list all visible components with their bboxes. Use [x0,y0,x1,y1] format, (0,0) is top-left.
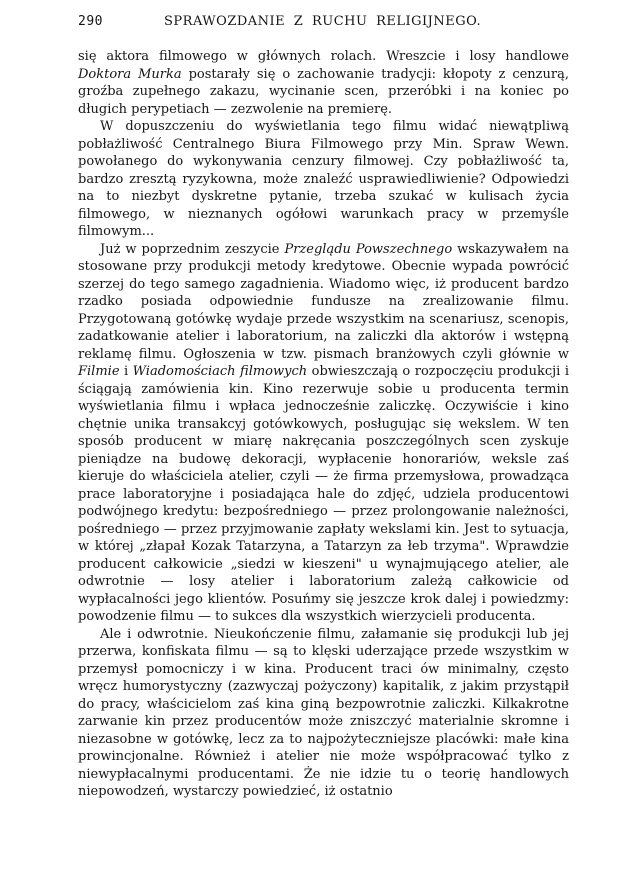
italic-title: Wiadomościach filmowych [132,364,308,379]
paragraph [78,118,569,241]
paragraph-text: postarały się o zachowanie tradycji: kłopoty z cenzurą, groźba zupełnego zakazu, wycinanie scen, przeróbki i na koniec po długich perypetiach — zezwolenie na premierę. [78,66,569,117]
italic-title: Przeglądu Powszechnego [284,241,453,257]
paragraph [78,48,569,118]
paragraph-text: Ale i odwrotnie. Nieukończenie filmu, załamanie się produkcji lub jej przerwa, konfiskata filmu — są to klęski uderzające przede wszystkim w przemysł pomocniczy i w kina. Producent traci ów minimalny, często wręcz humorystyczny (zazwyczaj pożyczony) kapitalik, z jakim przystąpił do pracy, właścicielom zaś kina giną bezpowrotnie zaliczki. Kilkakrotne zarwanie kin przez producentów może zniszczyć materialnie skromne i niezasobne w gotówkę, lecz za to najpożyteczniejsze placówki: małe kina prowincjonalne. Również i atelier nie może współpracować tylko z niewypłacalnymi producentami. Że nie idzie tu o teorię handlowych niepowodzeń, wystarczy powiedzieć, iż ostatnio [78,626,569,799]
paragraph-text: się aktora filmowego w głównych rolach. Wreszcie i losy handlowe [78,49,569,64]
paragraph [78,626,569,801]
paragraph [78,241,569,626]
paragraph-text: Już w poprzednim zeszycie [100,241,285,257]
page-header [78,14,569,36]
paragraph-text: obwieszczają o rozpoczęciu produkcji i ściągają zamówienia kin. Kino rezerwuje sobie u producenta termin wyświetlania filmu i wpłaca jednocześnie zaliczkę. Oczywiście i kino chętnie unika transakcyj gotówkowych, posługując się wekslem. W ten sposób producent w miarę nakręcania poszczególnych scen zyskuje pieniądze na budowę dekoracji, wypłacenie honorariów, weksle zaś kieruje do właściciela atelier, czyli — że firma przemysłowa, prowadząca prace laboratoryjne i posiadająca hale do zdjęć, udziela producentowi podwójnego kredytu: bezpośredniego — przez prolongowanie należności, pośredniego — przez przyjmowanie zapłaty wekslami kin. Jest to sytuacja, w której „złapał Kozak Tatarzyna, a Tatarzyn za łeb trzyma". Wprawdzie producent całkowicie „siedzi w kieszeni" u wynajmującego atelier, ale odwrotnie — losy atelier i laboratorium zależą całkowicie od wypłacalności jego klientów. Posuńmy się jeszcze krok dalej i powiedzmy: powodzenie filmu — to sukces dla wszystkich wierzycieli producenta. [78,364,569,624]
running-head: SPRAWOZDANIE Z RUCHU RELIGIJNEGO. [164,14,482,29]
italic-title: Filmie [78,364,120,379]
page-number: 290 [78,14,103,29]
paragraph-text: wskazywałem na stosowane przy produkcji metody kredytowe. Obecnie wypada powrócić szerzej do tego samego zagadnienia. Wiadomo więc, iż producent bardzo rzadko posiada odpowiednie fundusze na zrealizowanie filmu. Przygotowaną gotówkę wydaje przede wszystkim na scenariusz, scenopis, zadatkowanie atelier i laboratorium, na zaliczki dla aktorów i wstępną reklamę filmu. Ogłoszenia w tzw. pismach branżowych czyli głównie w [78,241,569,362]
body-text [78,48,569,801]
italic-title: Doktora Murka [78,66,182,82]
paragraph-text: W dopuszczeniu do wyświetlania tego filmu widać niewątpliwą pobłażliwość Centralnego Biura Filmowego przy Min. Spraw Wewn. powołanego do wykonywania cenzury filmowej. Czy pobłażliwość ta, bardzo zresztą ryzykowna, może znaleźć usprawiedliwienie? Odpowiedzi na to niezbyt dyskretne pytanie, trzeba szukać w kulisach życia filmowego, w nieznanych ogółowi warunkach pracy w przemyśle filmowym... [78,119,569,239]
paragraph-text: i [119,364,133,379]
